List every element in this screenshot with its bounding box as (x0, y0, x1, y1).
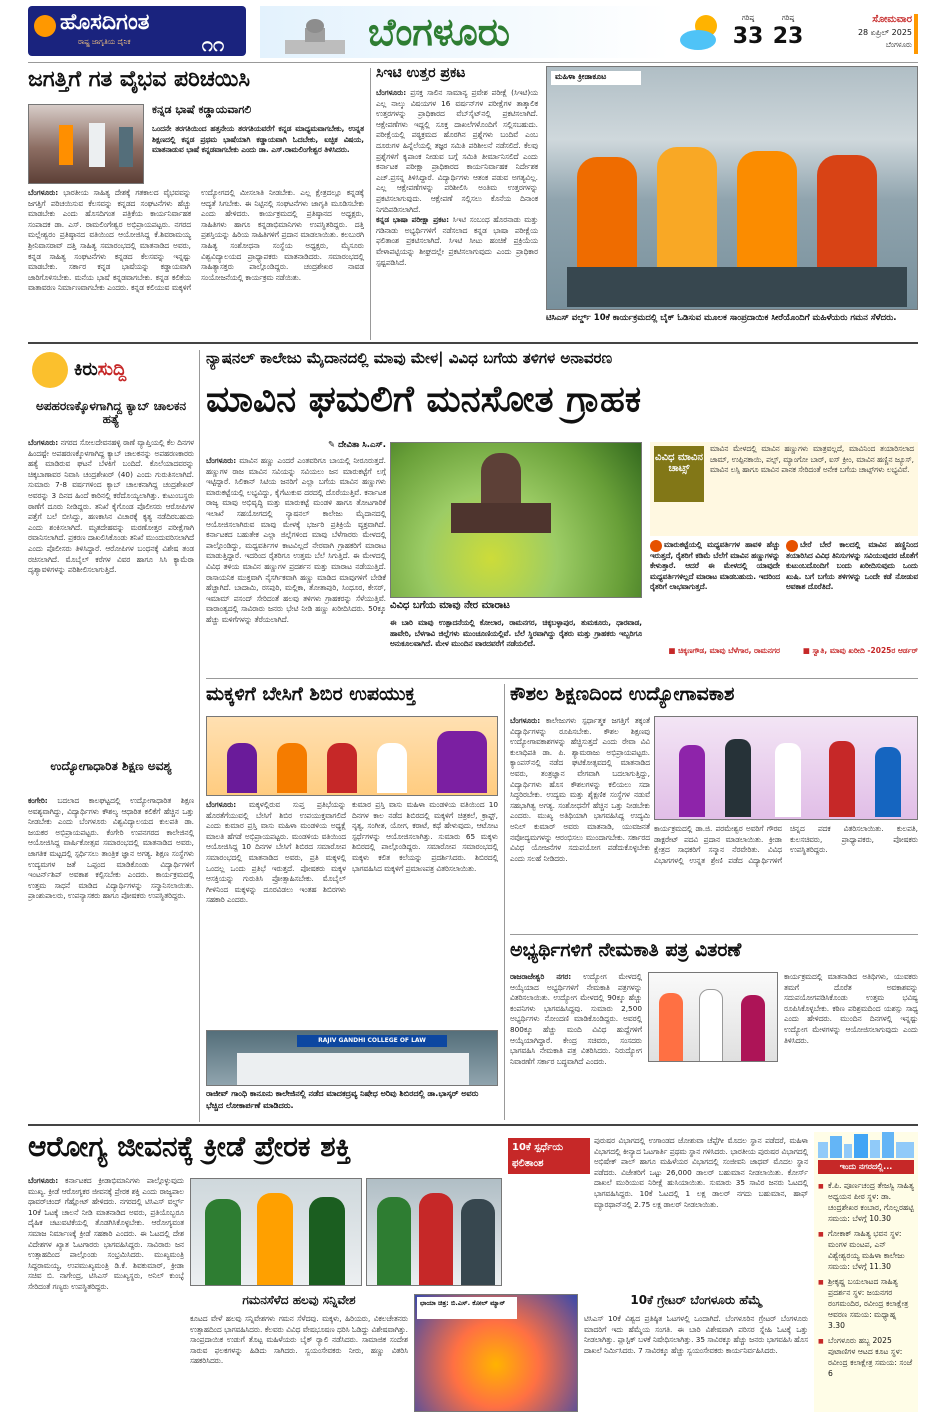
lamp-icon (34, 15, 56, 37)
kiru-headline-1: ಅಪಹರಣಕ್ಕೊಳಗಾಗಿದ್ದ ಕ್ಯಾಬ್ ಚಾಲಕನ ಹತ್ಯೆ (35, 400, 187, 427)
bike-rally-photo (546, 66, 918, 310)
photo-credit-tag: ಛಾಯಾ ಚಿತ್ರ: ಬಿ.ಎಸ್. ಕೋಲ್ ಮ್ಯಾನ್ (417, 1297, 517, 1319)
summer-body-2: ಕುಮಾರ ಪ್ರಸ್ತಿ ವಾಸು ಮಹಿಳಾ ಮಂಡಳಿಯ ವತಿಯಿಂದ 10 ದಿನಗಳ ಕಾಲ ನಡೆದ ಶಿಬಿರದಲ್ಲಿ ಮಕ್ಕಳಿಗೆ ಚಿತ್ರಕಲೆ, ಕ್ರಾಫ್ಟ್, ನೃತ್ಯ, ಸಂಗೀತ, ಯೋಗ, ಕರಾಟೆ, ಕಥೆ ಹೇಳುವುದು, ಆಟೋಟ ಸ್ಪರ್ಧೆಗಳನ್ನು ಆಯೋಜಿಸಲಾಗಿತ್ತು. ಸುಮಾರು 65 ಮಕ್ಕಳು ಶಿಬಿರದಲ್ಲಿ ಪಾಲ್ಗೊಂಡಿದ್ದರು. ಸಮಾರೋಪ ಸಮಾರಂಭದಲ್ಲಿ ಮಕ್ಕಳು ಕಲಿತ ಕಲೆಯನ್ನು ಪ್ರದರ್ಶಿಸಿದರು. ಶಿಬಿರದಲ್ಲಿ ಭಾಗವಹಿಸಿದ ಮಕ್ಕಳಿಗೆ ಪ್ರಮಾಣಪತ್ರ ವಿತರಿಸಲಾಯಿತು. (352, 800, 498, 873)
kiru-body-1: ಬೆಂಗಳೂರು: ನಗರದ ಸೋಲದೇವನಹಳ್ಳಿ ಠಾಣೆ ವ್ಯಾಪ್ತಿಯಲ್ಲಿ ಕೆಲ ದಿನಗಳ ಹಿಂದಷ್ಟೇ ಅಪಹರಣಕ್ಕೊಳಗಾಗಿದ್ದ ಕ್ಯಾಬ್ ಚಾಲಕನನ್ನು ಅಪಹರಣಕಾರರು ಹತ್ಯೆ ಮಾಡಿರುವ ಘಟನೆ ಬೆಳಕಿಗೆ ಬಂದಿದೆ. ಕೊಲೆಯಾದವರನ್ನು ಚಿಕ್ಕಬಾಣಾವರ ನಿವಾಸಿ ಚಂದ್ರಶೇಖರ್ (40) ಎಂದು ಗುರುತಿಸಲಾಗಿದೆ. ಸುಮಾರು 7-8 ವರ್ಷಗಳಿಂದ ಕ್ಯಾಬ್ ಚಾಲಕನಾಗಿದ್ದ ಚಂದ್ರಶೇಖರ್ ಅವರನ್ನು 3 ದಿನದ ಹಿಂದೆ ಕಾರಿನಲ್ಲಿ ಕರೆದೊಯ್ಯಲಾಗಿತ್ತು. ಕುಟುಂಬಸ್ಥರು ಠಾಣೆಗೆ ದೂರು ನೀಡಿದ್ದರು. ತನಿಖೆ ಕೈಗೊಂಡ ಪೊಲೀಸರು ಆರೋಪಿಗಳ ಪತ್ತೆಗೆ ಬಲೆ ಬೀಸಿದ್ದು, ಹಣಕಾಸಿನ ವಿಚಾರಕ್ಕೆ ಕೃತ್ಯ ನಡೆದಿರಬಹುದು ಎಂದು ಶಂಕಿಸಲಾಗಿದೆ. ಮೃತದೇಹವನ್ನು ಮರಣೋತ್ತರ ಪರೀಕ್ಷೆಗಾಗಿ ರವಾನಿಸಲಾಗಿದೆ. ಪ್ರಕರಣ ದಾಖಲಿಸಿಕೊಂಡು ತನಿಖೆ ಮುಂದುವರಿಸಲಾಗಿದೆ ಎಂದು ಪೊಲೀಸರು ತಿಳಿಸಿದ್ದಾರೆ. ಆರೋಪಿಗಳ ಬಂಧನಕ್ಕೆ ವಿಶೇಷ ತಂಡ ರಚಿಸಲಾಗಿದೆ. ಮೊಬೈಲ್ ಕರೆಗಳ ವಿವರ ಹಾಗೂ ಸಿಸಿ ಕ್ಯಾಮೆರಾ ದೃಶ್ಯಾವಳಿಗಳನ್ನು ಪರಿಶೀಲಿಸಲಾಗುತ್ತಿದೆ. (28, 438, 194, 575)
color-registration-marks (90, 1410, 870, 1418)
story1-subhead: ಕನ್ನಡ ಭಾಷೆ ಕಡ್ಡಾಯವಾಗಲಿ (152, 104, 252, 116)
max-temp: 33 (732, 24, 764, 49)
issue-day: ಸೋಮವಾರ (872, 14, 912, 25)
mango-quote-2: ಬೇರೆ ಬೇರೆ ಕಾಲದಲ್ಲಿ ಮಾವಿನ ಹಣ್ಣಿನಿಂದ ತಯಾರಿಸಿದ ವಿವಿಧ ತಿನಿಸುಗಳನ್ನು ಸವಿಯುವುದರ ಜೊತೆಗೆ ಕುಟುಂಬದೊಂದಿಗೆ ಬಂದು ಖರೀದಿಸುವುದು ಒಂದು ಖುಷಿ. ಬಗೆ ಬಗೆಯ ತಳಿಗಳನ್ನು ಒಂದೇ ಕಡೆ ನೋಡುವ ಅವಕಾಶ ದೊರೆತಿದೆ. ■ ಸ್ವಾತಿ, ಮಾವು ಖರೀದಿ -2025ರ ಆರ್ಡರ್ (786, 540, 918, 672)
runners-photo-1 (190, 1178, 362, 1286)
min-temp-label: ಗರಿಷ್ಠ (781, 14, 795, 22)
law-college-photo (206, 1030, 498, 1086)
list-item: ■ ಕೆ.ಪಿ. ಪೂರ್ಣಚಂದ್ರ ತೇಜಸ್ವಿ ಸಾಹಿತ್ಯ ಅಧ್ಯಯನ ಪೀಠ ಸ್ಥಳ: ಡಾ. ಚಂದ್ರಶೇಖರ ಕಂಬಾರ, ಗೊಲ್ಲರಹಟ್ಟಿ ಸಮಯ: ಬೆಳಗ್ಗೆ 10.30 (818, 1178, 914, 1226)
masthead (0, 0, 945, 62)
mango-body-2: ಈ ಬಾರಿ ಮಾವು ಉತ್ಪಾದನೆಯಲ್ಲಿ ಕೋಲಾರ, ರಾಮನಗರ, ಚಿಕ್ಕಬಳ್ಳಾಪುರ, ತುಮಕೂರು, ಧಾರವಾಡ, ಹಾವೇರಿ, ಬೆಳಗಾವಿ ಜಿಲ್ಲೆಗಳು ಮುಂಚೂಣಿಯಲ್ಲಿವೆ. ಬೆಲೆ ಸ್ಥಿರವಾಗಿದ್ದು ರೈತರು ಮತ್ತು ಗ್ರಾಹಕರು ಇಬ್ಬರಿಗೂ ಅನುಕೂಲವಾಗಿದೆ. ಮೇಳ ಮುಂದಿನ ವಾರದವರೆಗೆ ನಡೆಯಲಿದೆ. (390, 618, 642, 649)
story3-caption: ಟಿಸಿಎಸ್ ವರ್ಲ್ಡ್ 10ಕೆ ಕಾರ್ಯಕ್ರಮದಲ್ಲಿ ಬೈಕ್ ಓಡಿಸುವ ಮೂಲಕ ಸಾಂಪ್ರದಾಯಿಕ ಸೀರೆಯೊಂದಿಗೆ ಮಹಿಳೆಯರು ಗಮನ ಸೆಳೆದರು. (546, 313, 897, 323)
sports-headline: ಆರೋಗ್ಯ ಜೀವನಕ್ಕೆ ಕ್ರೀಡೆ ಪ್ರೇರಕ ಶಕ್ತಿ (28, 1132, 352, 1163)
sports-body: ಬೆಂಗಳೂರು: ಕರ್ನಾಟಕದ ಕ್ರೀಡಾಭಿಮಾನಿಗಳು ಪಾಲ್ಗೊಳ್ಳುವುದು ಮುಖ್ಯ. ಕ್ರೀಡೆ ಆರೋಗ್ಯಕರ ಜೀವನಕ್ಕೆ ಪ್ರೇರಕ ಶಕ್ತಿ ಎಂದು ರಾಜ್ಯಪಾಲ ಥಾವರ್‌ಚಂದ್ ಗೆಹ್ಲೋಟ್ ಹೇಳಿದರು. ನಗರದಲ್ಲಿ ಟಿಸಿಎಸ್ ವರ್ಲ್ಡ್ 10ಕೆ ಓಟಕ್ಕೆ ಚಾಲನೆ ನೀಡಿ ಮಾತನಾಡಿದ ಅವರು, ಪ್ರತಿಯೊಬ್ಬರೂ ದೈಹಿಕ ಚಟುವಟಿಕೆಯಲ್ಲಿ ತೊಡಗಿಸಿಕೊಳ್ಳಬೇಕು. ಆರೋಗ್ಯವಂತ ಸಮಾಜ ನಿರ್ಮಾಣಕ್ಕೆ ಕ್ರೀಡೆ ಸಹಕಾರಿ ಎಂದರು. ಈ ಓಟದಲ್ಲಿ ದೇಶ ವಿದೇಶಗಳ ಖ್ಯಾತ ಓಟಗಾರರು ಭಾಗವಹಿಸಿದ್ದರು. ಸಾವಿರಾರು ಜನ ಉತ್ಸಾಹದಿಂದ ಪಾಲ್ಗೊಂಡು ಸಂಭ್ರಮಿಸಿದರು. ಮುಖ್ಯಮಂತ್ರಿ ಸಿದ್ದರಾಮಯ್ಯ, ಉಪಮುಖ್ಯಮಂತ್ರಿ ಡಿ.ಕೆ. ಶಿವಕುಮಾರ್, ಕ್ರೀಡಾ ಸಚಿವ ಬಿ. ನಾಗೇಂದ್ರ, ಟಿಸಿಎಸ್ ಮುಖ್ಯಸ್ಥರು, ಅನಿಲ್ ಕುಂಬ್ಳೆ ಸೇರಿದಂತೆ ಗಣ್ಯರು ಉಪಸ್ಥಿತರಿದ್ದರು. (28, 1176, 184, 1291)
mango-varieties-box (650, 442, 918, 536)
story1-body (28, 188, 364, 336)
page-number: ೧೧ (201, 32, 225, 54)
summer-body: ಬೆಂಗಳೂರು: ಮಕ್ಕಳಲ್ಲಿರುವ ಸುಪ್ತ ಪ್ರತಿಭೆಯನ್ನು ಹೊರತೆಗೆಯುವಲ್ಲಿ ಬೇಸಿಗೆ ಶಿಬಿರ ಉಪಯುಕ್ತವಾಗಲಿದೆ ಎಂದು ಕುಮಾರ ಪ್ರಸ್ತಿ ವಾಸು ಮಹಿಳಾ ಮಂಡಳಿಯ ಅಧ್ಯಕ್ಷೆ ಮಾಲತಿ ಹೆಗಡೆ ಅಭಿಪ್ರಾಯಪಟ್ಟರು. ಮಂಡಳಿಯ ವತಿಯಿಂದ ಆಯೋಜಿಸಿದ್ದ 10 ದಿನಗಳ ಬೇಸಿಗೆ ಶಿಬಿರದ ಸಮಾರೋಪ ಸಮಾರಂಭದಲ್ಲಿ ಮಾತನಾಡಿದ ಅವರು, ಪ್ರತಿ ಮಕ್ಕಳಲ್ಲಿ ಒಂದಲ್ಲ ಒಂದು ಪ್ರತಿಭೆ ಇರುತ್ತದೆ. ಪೋಷಕರು ಮಕ್ಕಳ ಆಸಕ್ತಿಯನ್ನು ಗುರುತಿಸಿ ಪ್ರೋತ್ಸಾಹಿಸಬೇಕು. ಮೊಬೈಲ್ ಗೀಳಿನಿಂದ ಮಕ್ಕಳನ್ನು ದೂರವಿಡಲು ಇಂತಹ ಶಿಬಿರಗಳು ಸಹಕಾರಿ ಎಂದರು. (206, 800, 346, 905)
city-skyline-icon (814, 1132, 918, 1158)
skill-photo (654, 716, 918, 820)
list-item: ■ ಶ್ರೀಕೃಷ್ಣ ಬಯಲಾಟದ ಸಾಹಿತ್ಯ ಪ್ರದರ್ಶನ ಸ್ಥಳ: ಜಯನಗರ ರಂಗಮಂದಿರ, ರವೀಂದ್ರ ಕಲಾಕ್ಷೇತ್ರ ಆವರಣ ಸಮಯ: ಮಧ್ಯಾಹ್ನ 3.30 (818, 1274, 914, 1333)
skill-body: ಬೆಂಗಳೂರು: ಕಾಲೇಜುಗಳು ಸ್ಪರ್ಧಾತ್ಮಕ ಜಗತ್ತಿಗೆ ತಕ್ಕಂತೆ ವಿದ್ಯಾರ್ಥಿಗಳನ್ನು ರೂಪಿಸಬೇಕು. ಕೌಶಲ ಶಿಕ್ಷಣವು ಉದ್ಯೋಗಾವಕಾಶಗಳನ್ನು ಹೆಚ್ಚಿಸುತ್ತದೆ ಎಂದು ರೇವಾ ವಿವಿ ಕುಲಾಧಿಪತಿ ಡಾ. ಪಿ. ಶ್ಯಾಮರಾಜು ಅಭಿಪ್ರಾಯಪಟ್ಟರು. ಕ್ಯಾಂಪಸ್‌ನಲ್ಲಿ ನಡೆದ ಘಟಿಕೋತ್ಸವದಲ್ಲಿ ಮಾತನಾಡಿದ ಅವರು, ತಂತ್ರಜ್ಞಾನ ವೇಗವಾಗಿ ಬದಲಾಗುತ್ತಿದ್ದು, ವಿದ್ಯಾರ್ಥಿಗಳು ಹೊಸ ಕೌಶಲಗಳನ್ನು ಕಲಿಯಲು ಸದಾ ಸಿದ್ಧರಿರಬೇಕು. ಉದ್ಯಮ ಮತ್ತು ಶೈಕ್ಷಣಿಕ ಸಂಸ್ಥೆಗಳ ನಡುವೆ ಸಹಭಾಗಿತ್ವ ಅಗತ್ಯ. ಸಂಶೋಧನೆಗೆ ಹೆಚ್ಚಿನ ಒತ್ತು ನೀಡಬೇಕು ಎಂದರು. ಮುಖ್ಯ ಅತಿಥಿಯಾಗಿ ಭಾಗವಹಿಸಿದ್ದ ಉದ್ಯಮಿ ಅನಿಲ್ ಕುಮಾರ್ ಅವರು ಮಾತನಾಡಿ, ಯುವಜನತೆ ನವೋದ್ಯಮಗಳನ್ನು ಆರಂಭಿಸಲು ಮುಂದಾಗಬೇಕು. ಸರ್ಕಾರದ ವಿವಿಧ ಯೋಜನೆಗಳ ಸದುಪಯೋಗ ಪಡೆದುಕೊಳ್ಳಬೇಕು ಎಂದು ಸಲಹೆ ನೀಡಿದರು. (510, 716, 650, 863)
story2-body: ಬೆಂಗಳೂರು: ಪ್ರಸಕ್ತ ಸಾಲಿನ ಸಾಮಾನ್ಯ ಪ್ರವೇಶ ಪರೀಕ್ಷೆ (ಸಿಇಟಿ)ಯ ಎಲ್ಲ ನಾಲ್ಕು ವಿಷಯಗಳ 16 ವರ್ಷನ್‌ಗಳ ಪರೀಕ್ಷೆಗಳ ತಾತ್ಕಾಲಿಕ ಉತ್ತರಗಳನ್ನು ಪ್ರಾಧಿಕಾರದ ವೆಬ್‌ಸೈಟ್‌ನಲ್ಲಿ ಪ್ರಕಟಿಸಲಾಗಿದೆ. ಆಕ್ಷೇಪಣೆಗಳು ಇದ್ದಲ್ಲಿ ಸೂಕ್ತ ದಾಖಲೆಗಳೊಂದಿಗೆ ಸಲ್ಲಿಸಬಹುದು. ಪರೀಕ್ಷೆಯಲ್ಲಿ ಪಠ್ಯಕ್ರಮದ ಹೊರಗಿನ ಪ್ರಶ್ನೆಗಳು ಬಂದಿವೆ ಎಂಬ ದೂರುಗಳ ಹಿನ್ನೆಲೆಯಲ್ಲಿ ತಜ್ಞರ ಸಮಿತಿ ಪರಿಶೀಲನೆ ನಡೆಸಲಿದೆ. ಕೆಲವು ಪ್ರಶ್ನೆಗಳಿಗೆ ಕೃಪಾಂಕ ನೀಡುವ ಬಗ್ಗೆ ಸಮಿತಿ ತೀರ್ಮಾನಿಸಲಿದೆ ಎಂದು ಕರ್ನಾಟಕ ಪರೀಕ್ಷಾ ಪ್ರಾಧಿಕಾರದ ಕಾರ್ಯನಿರ್ವಾಹಕ ನಿರ್ದೇಶಕ ಎಚ್.ಪ್ರಸನ್ನ ತಿಳಿಸಿದ್ದಾರೆ. ವಿದ್ಯಾರ್ಥಿಗಳು ಆತಂಕ ಪಡುವ ಅಗತ್ಯವಿಲ್ಲ. ಎಲ್ಲ ಆಕ್ಷೇಪಣೆಗಳನ್ನು ಪರಿಶೀಲಿಸಿ ಅಂತಿಮ ಉತ್ತರಗಳನ್ನು ಪ್ರಕಟಿಸಲಾಗುವುದು. ಆಕ್ಷೇಪಣೆ ಸಲ್ಲಿಸಲು ಕೊನೆಯ ದಿನಾಂಕ ನಿಗದಿಪಡಿಸಲಾಗಿದೆ. ಕನ್ನಡ ಭಾಷಾ ಪರೀಕ್ಷಾ ಪ್ರಕಟ: ಸಿಇಟಿ ಸಂಬಂಧ ಹೊರನಾಡು ಮತ್ತು ಗಡಿನಾಡು ಅಭ್ಯರ್ಥಿಗಳಿಗೆ ನಡೆಸಲಾದ ಕನ್ನಡ ಭಾಷಾ ಪರೀಕ್ಷೆಯ ಫಲಿತಾಂಶ ಪ್ರಕಟಿಸಲಾಗಿದೆ. ಸಿಇಟಿ ಸೀಟು ಹಂಚಿಕೆ ಪ್ರಕ್ರಿಯೆಯ ವೇಳಾಪಟ್ಟಿಯನ್ನು ಶೀಘ್ರದಲ್ಲೇ ಪ್ರಕಟಿಸಲಾಗುವುದು ಎಂದು ಪ್ರಾಧಿಕಾರ ಸ್ಪಷ್ಟಪಡಿಸಿದೆ. (376, 88, 538, 267)
issue-date: 28 ಏಪ್ರಿಲ್ 2025 (857, 28, 912, 37)
section-name: ಬೆಂಗಳೂರು (368, 10, 510, 54)
today-events (818, 1178, 914, 1410)
story2-text: ಪ್ರಸಕ್ತ ಸಾಲಿನ ಸಾಮಾನ್ಯ ಪ್ರವೇಶ ಪರೀಕ್ಷೆ (ಸಿಇಟಿ)ಯ ಎಲ್ಲ ನಾಲ್ಕು ವಿಷಯಗಳ 16 ವರ್ಷನ್‌ಗಳ ಪರೀಕ್ಷೆಗಳ ತಾತ್ಕಾಲಿಕ ಉತ್ತರಗಳನ್ನು ಪ್ರಾಧಿಕಾರದ ವೆಬ್‌ಸೈಟ್‌ನಲ್ಲಿ ಪ್ರಕಟಿಸಲಾಗಿದೆ. ಆಕ್ಷೇಪಣೆಗಳು ಇದ್ದಲ್ಲಿ ಸೂಕ್ತ ದಾಖಲೆಗಳೊಂದಿಗೆ ಸಲ್ಲಿಸಬಹುದು. ಪರೀಕ್ಷೆಯಲ್ಲಿ ಪಠ್ಯಕ್ರಮದ ಹೊರಗಿನ ಪ್ರಶ್ನೆಗಳು ಬಂದಿವೆ ಎಂಬ ದೂರುಗಳ ಹಿನ್ನೆಲೆಯಲ್ಲಿ ತಜ್ಞರ ಸಮಿತಿ ಪರಿಶೀಲನೆ ನಡೆಸಲಿದೆ. ಕೆಲವು ಪ್ರಶ್ನೆಗಳಿಗೆ ಕೃಪಾಂಕ ನೀಡುವ ಬಗ್ಗೆ ಸಮಿತಿ ತೀರ್ಮಾನಿಸಲಿದೆ ಎಂದು ಕರ್ನಾಟಕ ಪರೀಕ್ಷಾ ಪ್ರಾಧಿಕಾರದ ಕಾರ್ಯನಿರ್ವಾಹಕ ನಿರ್ದೇಶಕ ಎಚ್.ಪ್ರಸನ್ನ ತಿಳಿಸಿದ್ದಾರೆ. ವಿದ್ಯಾರ್ಥಿಗಳು ಆತಂಕ ಪಡುವ ಅಗತ್ಯವಿಲ್ಲ. ಎಲ್ಲ ಆಕ್ಷೇಪಣೆಗಳನ್ನು ಪರಿಶೀಲಿಸಿ ಅಂತಿಮ ಉತ್ತರಗಳನ್ನು ಪ್ರಕಟಿಸಲಾಗುವುದು. ಆಕ್ಷೇಪಣೆ ಸಲ್ಲಿಸಲು ಕೊನೆಯ ದಿನಾಂಕ ನಿಗದಿಪಡಿಸಲಾಗಿದೆ. (376, 88, 538, 214)
issue-city: ಬೆಂಗಳೂರು (885, 41, 912, 49)
orange-edge (914, 14, 918, 54)
weather-icon (676, 12, 724, 52)
tenk-headline: 10ಕೆ ಗ್ರೇಟರ್ ಬೆಂಗಳೂರು ಹೆಮ್ಮೆ (630, 1294, 762, 1307)
results-text: ಪುರುಷರ ವಿಭಾಗದಲ್ಲಿ ಉಗಾಂಡದ ಜೋಶುವಾ ಚೆಪ್ಟೆಗೀ ಮೊದಲ ಸ್ಥಾನ ಪಡೆದರೆ, ಮಹಿಳಾ ವಿಭಾಗದಲ್ಲಿ ಕೀನ್ಯಾದ ಓಟಗಾರ್ತಿ ಪ್ರಥಮ ಸ್ಥಾನ ಗಳಿಸಿದರು. ಭಾರತೀಯ ಪುರುಷರ ವಿಭಾಗದಲ್ಲಿ ಅಭಿಷೇಕ್ ಪಾಲ್ ಹಾಗೂ ಮಹಿಳೆಯರ ವಿಭಾಗದಲ್ಲಿ ಸಂಜೀವನಿ ಜಾಧವ್ ಮೊದಲ ಸ್ಥಾನ ಪಡೆದರು. ವಿಜೇತರಿಗೆ ಒಟ್ಟು 26,000 ಡಾಲರ್ ಬಹುಮಾನ ನೀಡಲಾಯಿತು. ಕೋರ್ಸ್ ದಾಖಲೆ ಮುರಿಯುವ ನಿರೀಕ್ಷೆ ಹುಸಿಯಾಯಿತು. ಸುಮಾರು 35 ಸಾವಿರ ಜನರು ಓಟದಲ್ಲಿ ಭಾಗವಹಿಸಿದ್ದರು. 10ಕೆ ಓಟದಲ್ಲಿ 1 ಲಕ್ಷ ಡಾಲರ್ ನಗದು ಬಹುಮಾನ, ಹಾಫ್ ಮ್ಯಾರಥಾನ್‌ನಲ್ಲಿ 2.75 ಲಕ್ಷ ಡಾಲರ್ ನೀಡಲಾಯಿತು. (594, 1136, 808, 1209)
varieties-text: ಮಾವಿನ ಮೇಳದಲ್ಲಿ ಮಾವಿನ ಹಣ್ಣುಗಳು ಮಾತ್ರವಲ್ಲದೆ, ಮಾವಿನಿಂದ ತಯಾರಿಸಲಾದ ಜಾಮ್, ಉಪ್ಪಿನಕಾಯಿ, ಪಲ್ಪ್, ಮ್ಯಾಂಗೋ ಬಾರ್, ಐಸ್ ಕ್ರೀಂ, ಮಾವಿನ ಹಣ್ಣಿನ ಜ್ಯೂಸ್, ಮಾವಿನ ಲಸ್ಸಿ ಹಾಗೂ ಮಾವಿನ ಪಾನಕ ಸೇರಿದಂತೆ ಅನೇಕ ಬಗೆಯ ಚಾಟ್ಸ್‌ಗಳು ಲಭ್ಯವಿವೆ. (710, 444, 914, 475)
brand-tagline: ರಾಷ್ಟ್ರ ಜಾಗೃತಿಯ ದೈನಿಕ (78, 38, 131, 46)
skill-body-2: ಕಾರ್ಯಕ್ರಮದಲ್ಲಿ ಡಾ.ಜಿ. ಪರಮೇಶ್ವರ ಅವರಿಗೆ ಗೌರವ ಡಾಕ್ಟರೇಟ್ ಪದವಿ ಪ್ರದಾನ ಮಾಡಲಾಯಿತು. ಕ್ರೀಡಾ ಕ್ಷೇತ್ರದ ಸಾಧಕರಿಗೆ ಸನ್ಮಾನ ನೆರವೇರಿತು. ವಿವಿಧ ವಿಭಾಗಗಳಲ್ಲಿ ಉನ್ನತ ಶ್ರೇಣಿ ಪಡೆದ ವಿದ್ಯಾರ್ಥಿಗಳಿಗೆ ಚಿನ್ನದ ಪದಕ ವಿತರಿಸಲಾಯಿತು. ಕುಲಪತಿ, ಕುಲಸಚಿವರು, ಪ್ರಾಧ್ಯಾಪಕರು, ಪೋಷಕರು ಉಪಸ್ಥಿತರಿದ್ದರು. (654, 824, 918, 865)
story2-subhead: ಕನ್ನಡ ಭಾಷಾ ಪರೀಕ್ಷಾ ಪ್ರಕಟ: (376, 215, 450, 225)
mango-photo (390, 442, 642, 598)
quote-1-attribution: ■ ಚಿಕ್ಕಣಗೌಡ, ಮಾವು ಬೆಳೆಗಾರ, ರಾಮನಗರ (668, 646, 780, 655)
law-photo-caption: ರಾಜೀವ್ ಗಾಂಧಿ ಕಾನೂನು ಕಾಲೇಜಿನಲ್ಲಿ ನಡೆದ ಮಾದಕದ್ರವ್ಯ ನಿಷೇಧ ಅರಿವು ಶಿಬಿರದಲ್ಲಿ ಡಾ.ಭಾಸ್ಕರ್ ಅವರು ಭೆಚ್ಚಿದ ಲೋಕಾರ್ಪಣೆ ಮಾಡಿದರು. (206, 1089, 479, 1110)
max-temp-label: ಗರಿಷ್ಠ (741, 14, 755, 22)
attractions-headline: ಗಮನಸೆಳೆದ ಹಲವು ಸನ್ನಿವೇಶ (242, 1294, 356, 1307)
hand-icon (32, 352, 68, 388)
results-text-2 (508, 1178, 590, 1286)
crowd-photo (414, 1294, 578, 1412)
list-item: ■ ಗೋಕಾಕ್ ಸಾಹಿತ್ಯ ಭವನ ಸ್ಥಳ: ಮಂಗಳ ಮಂಟಪ, ಎನ್ ವಿಶ್ವೇಶ್ವರಯ್ಯ ಮಹಿಳಾ ಕಾಲೇಜು ಸಮಯ: ಬೆಳಗ್ಗೆ 11.30 (818, 1226, 914, 1274)
story2-headline: ಸಿಇಟಿ ಉತ್ತರ ಪ್ರಕಟ (376, 66, 466, 81)
summer-headline: ಮಕ್ಕಳಿಗೆ ಬೇಸಿಗೆ ಶಿಬಿರ ಉಪಯುಕ್ತ (206, 684, 416, 705)
kiru-body-2: ಕಂಗೇರಿ: ಬದಲಾದ ಕಾಲಘಟ್ಟದಲ್ಲಿ ಉದ್ಯೋಗಾಧಾರಿತ ಶಿಕ್ಷಣ ಅವಶ್ಯವಾಗಿದ್ದು, ವಿದ್ಯಾರ್ಥಿಗಳು ಕೌಶಲ್ಯ ಆಧಾರಿತ ಕಲಿಕೆಗೆ ಹೆಚ್ಚಿನ ಒತ್ತು ನೀಡಬೇಕು ಎಂದು ಬೆಂಗಳೂರು ವಿಶ್ವವಿದ್ಯಾಲಯದ ಕುಲಪತಿ ಡಾ. ಜಯಕರ ಅಭಿಪ್ರಾಯಪಟ್ಟರು. ಕೆಂಗೇರಿ ಉಪನಗರದ ಕಾಲೇಜಿನಲ್ಲಿ ಆಯೋಜಿಸಿದ್ದ ವಾರ್ಷಿಕೋತ್ಸವ ಸಮಾರಂಭದಲ್ಲಿ ಮಾತನಾಡಿದ ಅವರು, ಜಾಗತಿಕ ಮಟ್ಟದಲ್ಲಿ ಸ್ಪರ್ಧಿಸಲು ತಾಂತ್ರಿಕ ಜ್ಞಾನ ಅಗತ್ಯ. ಶಿಕ್ಷಣ ಸಂಸ್ಥೆಗಳು ಉದ್ಯಮಗಳ ಜತೆ ಒಪ್ಪಂದ ಮಾಡಿಕೊಂಡು ವಿದ್ಯಾರ್ಥಿಗಳಿಗೆ ಇಂಟರ್ನ್‌ಶಿಪ್ ಅವಕಾಶ ಕಲ್ಪಿಸಬೇಕು ಎಂದರು. ಕಾರ್ಯಕ್ರಮದಲ್ಲಿ ಉತ್ತಮ ಸಾಧನೆ ಮಾಡಿದ ವಿದ್ಯಾರ್ಥಿಗಳನ್ನು ಸನ್ಮಾನಿಸಲಾಯಿತು. ಪ್ರಾಂಶುಪಾಲರು, ಉಪನ್ಯಾಸಕರು ಹಾಗೂ ಪೋಷಕರು ಉಪಸ್ಥಿತರಿದ್ದರು. (28, 796, 194, 901)
section-banner (260, 6, 670, 58)
appoint-body: ರಾಜರಾಜೇಶ್ವರಿ ನಗರ: ಉದ್ಯೋಗ ಮೇಳದಲ್ಲಿ ಆಯ್ಕೆಯಾದ ಅಭ್ಯರ್ಥಿಗಳಿಗೆ ನೇಮಕಾತಿ ಪತ್ರಗಳನ್ನು ವಿತರಿಸಲಾಯಿತು. ಉದ್ಯೋಗ ಮೇಳದಲ್ಲಿ 90ಕ್ಕೂ ಹೆಚ್ಚು ಕಂಪನಿಗಳು ಭಾಗವಹಿಸಿದ್ದವು. ಸುಮಾರು 2,500 ಅಭ್ಯರ್ಥಿಗಳು ನೋಂದಣಿ ಮಾಡಿಕೊಂಡಿದ್ದರು. ಅವರಲ್ಲಿ 800ಕ್ಕೂ ಹೆಚ್ಚು ಮಂದಿ ವಿವಿಧ ಹುದ್ದೆಗಳಿಗೆ ಆಯ್ಕೆಯಾಗಿದ್ದಾರೆ. ಕೇಂದ್ರ ಸಚಿವರು, ಸಂಸದರು ಭಾಗವಹಿಸಿ ನೇಮಕಾತಿ ಪತ್ರ ವಿತರಿಸಿದರು. ನಿರುದ್ಯೋಗ ನಿವಾರಣೆಗೆ ಸರ್ಕಾರ ಬದ್ಧವಾಗಿದೆ ಎಂದರು. (510, 972, 642, 1066)
appoint-photo (648, 972, 778, 1062)
college-banner: RAJIV GANDHI COLLEGE OF LAW (297, 1035, 447, 1047)
attractions-text: ಕೂಟದ ವೇಳೆ ಹಲವು ಸನ್ನಿವೇಶಗಳು ಗಮನ ಸೆಳೆದವು. ಮಕ್ಕಳು, ಹಿರಿಯರು, ವಿಕಲಚೇತನರು ಉತ್ಸಾಹದಿಂದ ಭಾಗವಹಿಸಿದರು. ಕೆಲವರು ವಿವಿಧ ವೇಷಭೂಷಣ ಧರಿಸಿ ಓಡಿದ್ದು ವಿಶೇಷವಾಗಿತ್ತು. ಸಾಂಪ್ರದಾಯಿಕ ಉಡುಗೆ ತೊಟ್ಟ ಮಹಿಳೆಯರು ಬೈಕ್ ರ‍್ಯಾಲಿ ನಡೆಸಿದರು. ಸಾಮಾಜಿಕ ಸಂದೇಶ ಸಾರುವ ಫಲಕಗಳನ್ನು ಹಿಡಿದು ಸಾಗಿದರು. ಸ್ವಯಂಸೇವಕರು ನೀರು, ಹಣ್ಣು ವಿತರಿಸಿ ಸಹಕರಿಸಿದರು. (190, 1314, 408, 1366)
min-temp: 23 (772, 24, 804, 49)
tenk-text: ಟಿಸಿಎಸ್ 10ಕೆ ವಿಶ್ವದ ಪ್ರತಿಷ್ಠಿತ ಓಟಗಳಲ್ಲಿ ಒಂದಾಗಿದೆ. ಬೆಂಗಳೂರಿನ ಗ್ರೇಟರ್ ಬೆಂಗಳೂರು ಮಾದರಿಗೆ ಇದು ಹೆಮ್ಮೆಯ ಸಂಗತಿ. ಈ ಬಾರಿ ವಿಶೇಷವಾಗಿ ಪರಿಸರ ಸ್ನೇಹಿ ಓಟಕ್ಕೆ ಒತ್ತು ನೀಡಲಾಗಿತ್ತು. ಪ್ಲಾಸ್ಟಿಕ್ ಬಳಕೆ ನಿಷೇಧಿಸಲಾಗಿತ್ತು. 35 ಸಾವಿರಕ್ಕೂ ಹೆಚ್ಚು ಜನರು ಭಾಗವಹಿಸಿ ಹೊಸ ದಾಖಲೆ ನಿರ್ಮಿಸಿದರು. 7 ಸಾವಿರಕ್ಕೂ ಹೆಚ್ಚು ಸ್ವಯಂಸೇವಕರು ಕಾರ್ಯನಿರ್ವಹಿಸಿದರು. (584, 1314, 808, 1355)
story1-dateline: ಬೆಂಗಳೂರು: (28, 188, 59, 197)
brand-name: ಹೊಸದಿಗಂತ (60, 10, 150, 35)
pen-icon: ✎ (327, 440, 339, 450)
varieties-label: ವಿವಿಧ ಮಾವಿನ ಚಾಟ್ಸ್ (654, 446, 704, 502)
appoint-body-3 (648, 1066, 778, 1120)
story1-text: ಭಾರತೀಯ ಸಾಹಿತ್ಯ ದೇಶಕ್ಕೆ ಗತಕಾಲದ ವೈಭವವನ್ನು ಜಗತ್ತಿಗೆ ಪರಿಚಯಿಸುವ ಕೆಲಸವನ್ನು ಕನ್ನಡದ ಸಂಘಟನೆಗಳು ಹೆಚ್ಚು ಮಾಡಬೇಕು ಎಂದು ಹೊಸದಿಗಂತ ಪತ್ರಿಕೆಯ ಕಾರ್ಯನಿರ್ವಾಹಕ ಸಂಪಾದಕ ಡಾ. ಎಸ್. ರಾಮಲಿಂಗೇಶ್ವರ ಅಭಿಪ್ರಾಯಪಟ್ಟರು. ನಗರದ ಮಲ್ಲೇಶ್ವರಂ ಪ್ರತಿಷ್ಠಾನದ ವತಿಯಿಂದ ಆಯೋಜಿಸಿದ್ದ ಕೆ.ಶಿವರಾಮಯ್ಯ ಶ್ರೀನಿವಾಸರಾವ್ ದತ್ತಿ ಸಾಹಿತ್ಯ ಸಮಾರಂಭದಲ್ಲಿ ಮಾತನಾಡಿದ ಅವರು, ಕನ್ನಡ ಸಾಹಿತ್ಯ ಸಂಘಟನೆಗಳು ಕನ್ನಡದ ಕೆಲಸವನ್ನು ಇನ್ನಷ್ಟು ಮಾಡಬೇಕು. ಸರ್ಕಾರ ಕನ್ನಡ ಭಾಷೆಯನ್ನು ಕಡ್ಡಾಯವಾಗಿ ಜಾರಿಗೊಳಿಸಬೇಕು. ಮನೆಯ ಭಾಷೆ ಕನ್ನಡವಾಗಬೇಕು. ಕನ್ನಡ ಕಲಿಕೆಯ ವಾತಾವರಣ ನಿರ್ಮಾಣವಾಗಬೇಕು ಎಂದರು. ಕನ್ನಡ ಕಲಿಯುವ ಮಕ್ಕಳಿಗೆ ಉದ್ಯೋಗದಲ್ಲಿ ಮೀಸಲಾತಿ ನೀಡಬೇಕು. ಎಲ್ಲ ಕ್ಷೇತ್ರದಲ್ಲೂ ಕನ್ನಡಕ್ಕೆ ಆದ್ಯತೆ ಸಿಗಬೇಕು. ಈ ನಿಟ್ಟಿನಲ್ಲಿ ಸಂಘಟನೆಗಳು ಜಾಗೃತಿ ಮೂಡಿಸಬೇಕು ಎಂದು ಹೇಳಿದರು. ಕಾರ್ಯಕ್ರಮದಲ್ಲಿ ಪ್ರತಿಷ್ಠಾನದ ಅಧ್ಯಕ್ಷರು, ಸಾಹಿತಿಗಳು ಹಾಗೂ ಕನ್ನಡಾಭಿಮಾನಿಗಳು ಉಪಸ್ಥಿತರಿದ್ದರು. ದತ್ತಿ ಪ್ರಶಸ್ತಿಯನ್ನು ಹಿರಿಯ ಸಾಹಿತಿಗಳಿಗೆ ಪ್ರದಾನ ಮಾಡಲಾಯಿತು. ಕಲಬುರಗಿ ಸಾಹಿತ್ಯ ಸಂಶೋಧನಾ ಸಂಸ್ಥೆಯ ಅಧ್ಯಕ್ಷರು, ಮೈಸೂರು ವಿಶ್ವವಿದ್ಯಾಲಯದ ಪ್ರಾಧ್ಯಾಪಕರು ಮಾತನಾಡಿದರು. ಸಮಾರಂಭದಲ್ಲಿ ಸಾಹಿತ್ಯಾಸಕ್ತರು ಪಾಲ್ಗೊಂಡಿದ್ದರು. ಚಂದ್ರಶೇಖರ ನಾವಡ ಸಂಯೋಜನೆಯಲ್ಲಿ ಕಾರ್ಯಕ್ರಮ ನಡೆಯಿತು. (28, 188, 364, 293)
mango-headline: ಮಾವಿನ ಘಮಲಿಗೆ ಮನಸೋತ ಗ್ರಾಹಕ (206, 380, 642, 420)
brand-logo (28, 6, 246, 56)
appoint-headline: ಅಭ್ಯರ್ಥಿಗಳಿಗೆ ನೇಮಕಾತಿ ಪತ್ರ ವಿತರಣೆ (510, 940, 742, 961)
kiru-suddi-banner (28, 350, 188, 392)
quote-2-attribution: ■ ಸ್ವಾತಿ, ಮಾವು ಖರೀದಿ -2025ರ ಆರ್ಡರ್ (802, 646, 918, 655)
kiru-label: ಕಿರುಸುದ್ದಿ (74, 359, 127, 380)
skill-headline: ಕೌಶಲ ಶಿಕ್ಷಣದಿಂದ ಉದ್ಯೋಗಾವಕಾಶ (510, 684, 735, 705)
story3-kicker: ಮಹಿಳಾ ಕ್ರೀಡಾಕೂಟ (551, 71, 641, 85)
story1-photo (28, 104, 144, 184)
mango-photo-caption: ವಿವಿಧ ಬಗೆಯ ಮಾವು ನೇರ ಮಾರಾಟ (390, 600, 510, 611)
story1-blurb: ಒಂದನೇ ತರಗತಿಯಿಂದ ಹತ್ತನೇಯ ತರಗತಿಯವರೆಗೆ ಕನ್ನಡ ಮಾಧ್ಯಮವಾಗಬೇಕು, ಉನ್ನತ ಶಿಕ್ಷಣದಲ್ಲಿ ಕನ್ನಡ ಪ್ರಥಮ ಭಾಷೆಯಾಗಿ ಕಡ್ಡಾಯವಾಗಿ ಓದಬೇಕು, ಐಚ್ಛಿಕ ವಿಷಯ, ಮಾತನಾಡುವ ಭಾಷೆ ಕನ್ನಡವಾಗಬೇಕು ಎಂದು ಡಾ. ಎಸ್.ರಾಮಲಿಂಗೇಶ್ವರ ತಿಳಿಸಿದರು. (152, 124, 364, 155)
mango-quote-1: ಮಾರುಕಟ್ಟೆಯಲ್ಲಿ ಮಧ್ಯವರ್ತಿಗಳ ಹಾವಳಿ ಹೆಚ್ಚು ಇರುತ್ತದೆ, ರೈತರಿಗೆ ಕಡಿಮೆ ಬೆಲೆಗೆ ಮಾವಿನ ಹಣ್ಣುಗಳನ್ನು ಕೇಳುತ್ತಾರೆ. ಆದರೆ ಈ ಮೇಳದಲ್ಲಿ ಯಾವುದೇ ಮಧ್ಯವರ್ತಿಗಳಿಲ್ಲದೆ ಮಾರಾಟ ಮಾಡಬಹುದು. ಇದರಿಂದ ರೈತರಿಗೆ ಲಾಭವಾಗುತ್ತದೆ. ■ ಚಿಕ್ಕಣಗೌಡ, ಮಾವು ಬೆಳೆಗಾರ, ರಾಮನಗರ (650, 540, 780, 672)
vidhana-soudha-icon (280, 16, 350, 56)
mango-body: ಬೆಂಗಳೂರು: ಮಾವಿನ ಹಣ್ಣು ಎಂದರೆ ಎಂತವರಿಗೂ ಬಾಯಲ್ಲಿ ನೀರೂರುತ್ತದೆ. ಹಣ್ಣುಗಳ ರಾಜ ಮಾವಿನ ಸವಿಯನ್ನು ಸವಿಯಲು ಜನ ಮಾರುಕಟ್ಟೆಗೆ ಲಗ್ಗೆ ಇಟ್ಟಿದ್ದಾರೆ. ಸಿಲಿಕಾನ್ ಸಿಟಿಯ ಜನರಿಗೆ ಎಲ್ಲಾ ಬಗೆಯ ಮಾವಿನ ಹಣ್ಣುಗಳು ಮಾರುಕಟ್ಟೆಯಲ್ಲಿ ಲಭ್ಯವಿದ್ದು, ಕೈಗೆಟುಕುವ ದರದಲ್ಲಿ ದೊರೆಯುತ್ತಿವೆ. ಕರ್ನಾಟಕ ರಾಜ್ಯ ಮಾವು ಅಭಿವೃದ್ಧಿ ಮತ್ತು ಮಾರುಕಟ್ಟೆ ಮಂಡಳಿ ಹಾಗೂ ತೋಟಗಾರಿಕೆ ಇಲಾಖೆ ಸಹಯೋಗದಲ್ಲಿ ನ್ಯಾಷನಲ್ ಕಾಲೇಜು ಮೈದಾನದಲ್ಲಿ ಆಯೋಜಿಸಲಾಗಿರುವ ಮಾವು ಮೇಳಕ್ಕೆ ಭರ್ಜರಿ ಪ್ರತಿಕ್ರಿಯೆ ವ್ಯಕ್ತವಾಗಿದೆ. ಕರ್ನಾಟಕದ ಬಹುತೇಕ ಎಲ್ಲಾ ಜಿಲ್ಲೆಗಳಿಂದ ಮಾವು ಬೆಳೆಗಾರರು ಮೇಳದಲ್ಲಿ ಪಾಲ್ಗೊಂಡಿದ್ದು, ಮಧ್ಯವರ್ತಿಗಳ ಕಾಟವಿಲ್ಲದೆ ನೇರವಾಗಿ ಗ್ರಾಹಕರಿಗೆ ಮಾರಾಟ ಮಾಡುತ್ತಿದ್ದಾರೆ. ಇದರಿಂದ ರೈತರಿಗೂ ಉತ್ತಮ ಬೆಲೆ ಸಿಗುತ್ತಿದೆ. ಈ ಮೇಳದಲ್ಲಿ ವಿವಿಧ ತಳಿಯ ಮಾವಿನ ಹಣ್ಣುಗಳ ಪ್ರದರ್ಶನ ಮತ್ತು ಮಾರಾಟ ನಡೆಯುತ್ತಿದೆ. ರಾಸಾಯನಿಕ ಮುಕ್ತವಾಗಿ ನೈಸರ್ಗಿಕವಾಗಿ ಹಣ್ಣು ಮಾಡಿದ ಮಾವುಗಳಿಗೆ ಬೇಡಿಕೆ ಹೆಚ್ಚಾಗಿದೆ. ಬಾದಾಮಿ, ರಸಪುರಿ, ಮಲ್ಲಿಕಾ, ತೋತಾಪುರಿ, ಸಿಂಧೂರ, ಕೇಸರ್, ಇಮಾಮ್ ಪಸಂದ್ ಸೇರಿದಂತೆ ಹಲವು ತಳಿಗಳು ಗ್ರಾಹಕರನ್ನು ಸೆಳೆಯುತ್ತಿವೆ. ವಾರಾಂತ್ಯದಲ್ಲಿ ಸಾವಿರಾರು ಜನರು ಭೇಟಿ ನೀಡಿ ಹಣ್ಣು ಖರೀದಿಸಿದರು. 50ಕ್ಕೂ ಹೆಚ್ಚು ಮಳಿಗೆಗಳನ್ನು ತೆರೆಯಲಾಗಿದೆ. (206, 456, 386, 624)
story1-headline: ಜಗತ್ತಿಗೆ ಗತ ವೈಭವ ಪರಿಚಯಿಸಿ (28, 68, 251, 92)
today-box (814, 1132, 918, 1412)
runners-photo-2 (366, 1178, 502, 1286)
mango-byline: ✎ ದೇವಿತಾ ಸಿ.ಎಸ್. (327, 440, 386, 450)
kiru-headline-2: ಉದ್ಯೋಗಾಧಾರಿತ ಶಿಕ್ಷಣ ಅವಶ್ಯ (50, 760, 172, 773)
appoint-body-2: ಕಾರ್ಯಕ್ರಮದಲ್ಲಿ ಮಾತನಾಡಿದ ಅತಿಥಿಗಳು, ಯುವಕರು ತಮಗೆ ದೊರೆತ ಅವಕಾಶವನ್ನು ಸದುಪಯೋಗಪಡಿಸಿಕೊಂಡು ಉತ್ತಮ ಭವಿಷ್ಯ ರೂಪಿಸಿಕೊಳ್ಳಬೇಕು. ಕಠಿಣ ಪರಿಶ್ರಮದಿಂದ ಯಶಸ್ಸು ಸಾಧ್ಯ ಎಂದು ಹೇಳಿದರು. ಮುಂದಿನ ದಿನಗಳಲ್ಲಿ ಇನ್ನಷ್ಟು ಉದ್ಯೋಗ ಮೇಳಗಳನ್ನು ಆಯೋಜಿಸಲಾಗುವುದು ಎಂದು ತಿಳಿಸಿದರು. (784, 972, 918, 1045)
mango-kicker: ನ್ಯಾಷನಲ್ ಕಾಲೇಜು ಮೈದಾನದಲ್ಲಿ ಮಾವು ಮೇಳ| ವಿವಿಧ ಬಗೆಯ ತಳಿಗಳ ಅನಾವರಣ (206, 350, 613, 367)
summer-camp-photo (206, 716, 498, 796)
today-head: ಇಂದು ನಗರದಲ್ಲಿ... (818, 1160, 914, 1174)
list-item: ■ ಬೆಂಗಳೂರು ಹಬ್ಬ 2025 ಪುಟಾಣಿಗಳ ಆಟದ ಕೂಟ ಸ್ಥಳ: ರವೀಂದ್ರ ಕಲಾಕ್ಷೇತ್ರ ಸಮಯ: ಸಂಜೆ 6 (818, 1333, 914, 1381)
results-tag: 10ಕೆ ಸ್ಪರ್ಧೆಯ ಫಲಿತಾಂಶ (508, 1138, 590, 1174)
